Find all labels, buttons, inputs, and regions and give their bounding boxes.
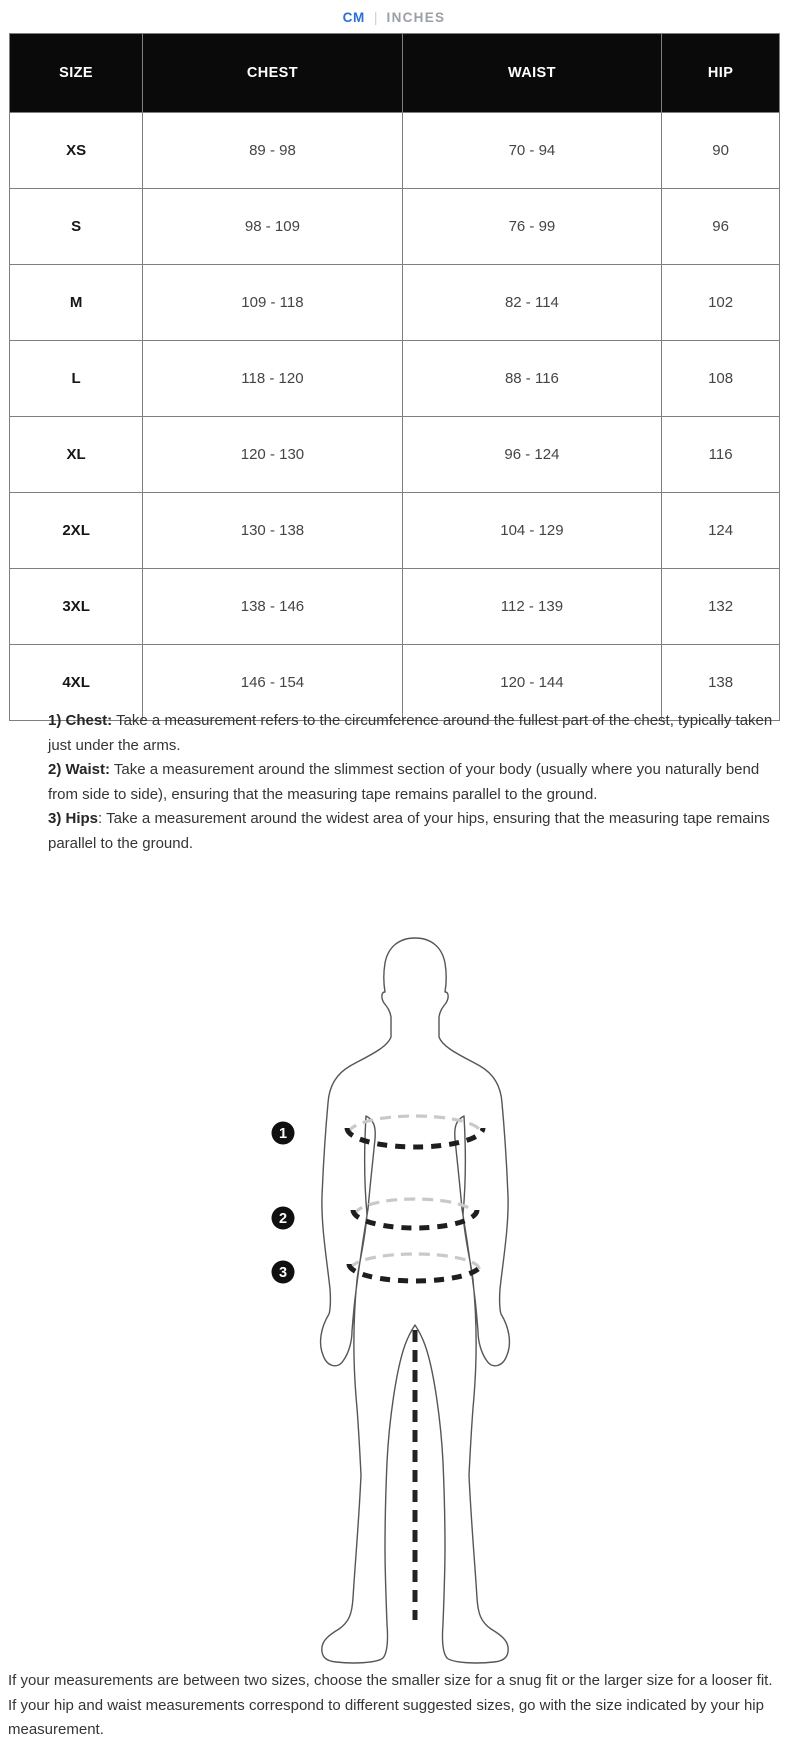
body-measurement-figure — [240, 930, 590, 1670]
size-cell: XS — [10, 113, 143, 189]
table-row — [10, 113, 780, 189]
column-header: CHEST — [143, 34, 402, 113]
marker-1-chest — [272, 1122, 295, 1145]
value-cell: 82 - 114 — [402, 265, 661, 341]
value-cell: 116 — [662, 417, 780, 493]
table-row — [10, 417, 780, 493]
column-header: SIZE — [10, 34, 143, 113]
size-cell: 3XL — [10, 569, 143, 645]
table-row — [10, 493, 780, 569]
tab-inches[interactable]: INCHES — [386, 9, 446, 25]
marker-1-number: 1 — [278, 1126, 288, 1142]
size-cell: 4XL — [10, 645, 143, 721]
instruction-hips — [48, 807, 776, 856]
instruction-waist — [48, 758, 776, 807]
instruction-chest-label: 1) Chest: — [48, 712, 113, 729]
value-cell: 120 - 130 — [143, 417, 402, 493]
table-row — [10, 341, 780, 417]
value-cell: 138 - 146 — [143, 569, 402, 645]
value-cell: 124 — [662, 493, 780, 569]
value-cell: 96 — [662, 189, 780, 265]
value-cell: 70 - 94 — [402, 113, 661, 189]
value-cell: 109 - 118 — [143, 265, 402, 341]
column-header: HIP — [662, 34, 780, 113]
marker-2-number: 2 — [278, 1211, 288, 1227]
value-cell: 76 - 99 — [402, 189, 661, 265]
marker-3-number: 3 — [278, 1265, 288, 1281]
value-cell: 104 - 129 — [402, 493, 661, 569]
header-row — [10, 34, 780, 113]
value-cell: 89 - 98 — [143, 113, 402, 189]
value-cell: 146 - 154 — [143, 645, 402, 721]
value-cell: 112 - 139 — [402, 569, 661, 645]
marker-3-hips — [272, 1261, 295, 1284]
instruction-hips-text: : Take a measurement around the widest area of your hips, ensuring that the measuring tape remains parallel to the ground. — [48, 810, 770, 852]
table-body — [10, 113, 780, 721]
size-cell: L — [10, 341, 143, 417]
measurement-instructions — [48, 709, 776, 857]
instruction-chest-text: Take a measurement refers to the circumference around the fullest part of the chest, typically taken just under the arms. — [48, 712, 773, 754]
column-header: WAIST — [402, 34, 661, 113]
value-cell: 138 — [662, 645, 780, 721]
size-cell: 2XL — [10, 493, 143, 569]
value-cell: 102 — [662, 265, 780, 341]
tab-divider: | — [373, 9, 378, 25]
value-cell: 96 - 124 — [402, 417, 661, 493]
instruction-hips-label: 3) Hips — [48, 810, 99, 828]
instruction-waist-label: 2) Waist: — [48, 761, 110, 779]
size-cell: M — [10, 265, 143, 341]
size-cell: XL — [10, 417, 143, 493]
table-row — [10, 265, 780, 341]
size-cell: S — [10, 189, 143, 265]
size-chart-table — [9, 33, 780, 721]
value-cell: 90 — [662, 113, 780, 189]
table-row — [10, 189, 780, 265]
value-cell: 98 - 109 — [143, 189, 402, 265]
instruction-waist-text: Take a measurement around the slimmest section of your body (usually where you naturally bend from side to side), ensuring that the measuring tape remains parallel to the ground. — [48, 761, 760, 803]
value-cell: 130 - 138 — [143, 493, 402, 569]
body-outline-svg — [240, 930, 590, 1670]
instruction-chest — [48, 709, 776, 758]
value-cell: 120 - 144 — [402, 645, 661, 721]
value-cell: 88 - 116 — [402, 341, 661, 417]
value-cell: 118 - 120 — [143, 341, 402, 417]
tab-cm[interactable]: CM — [342, 9, 365, 25]
unit-tabs — [0, 6, 788, 28]
table-row — [10, 569, 780, 645]
value-cell: 132 — [662, 569, 780, 645]
value-cell: 108 — [662, 341, 780, 417]
fit-advice-note: If your measurements are between two sizes, choose the smaller size for a snug fit or the larger size for a looser fit. If your hip and waist measurements correspond to different suggested sizes, go with the size indicated by your hip measurement. — [8, 1672, 773, 1739]
table-header — [10, 34, 780, 113]
marker-2-waist — [272, 1207, 295, 1230]
